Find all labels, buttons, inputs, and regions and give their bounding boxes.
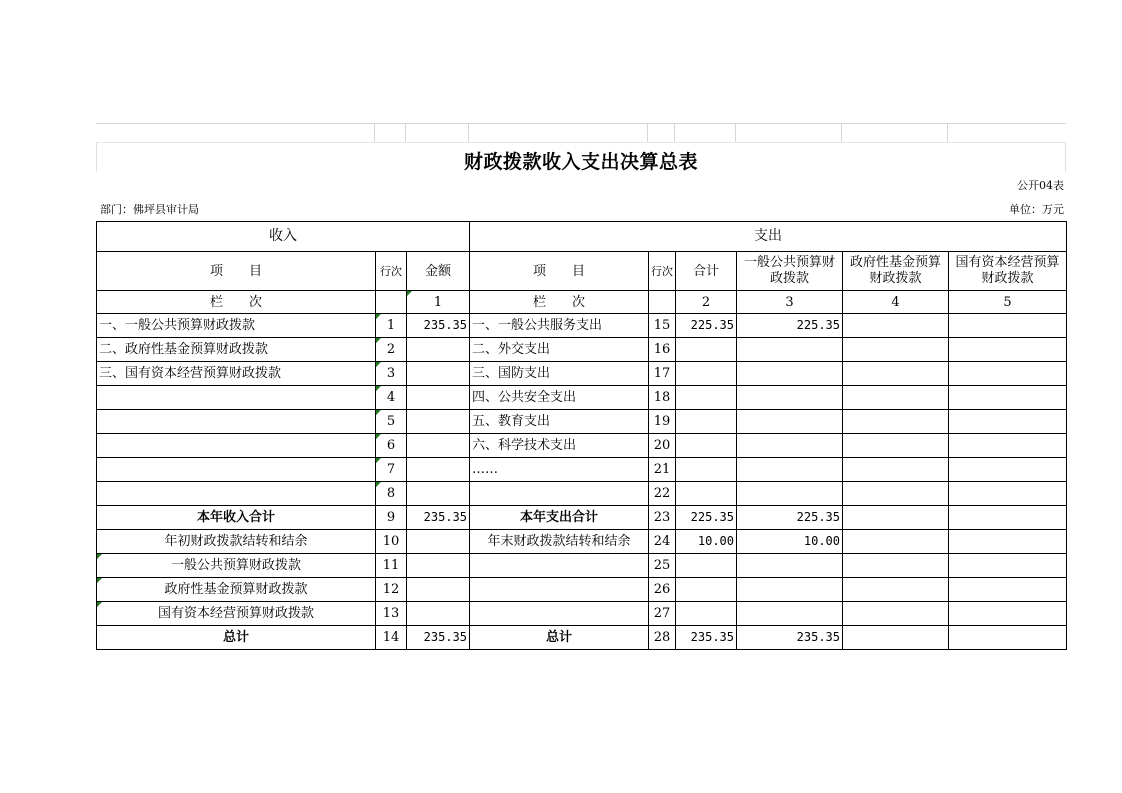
expense-fund — [843, 314, 949, 338]
expense-soe — [949, 338, 1067, 362]
income-row-no: 8 — [376, 482, 407, 506]
expense-item — [470, 482, 649, 506]
expense-fund — [843, 338, 949, 362]
expense-general — [737, 458, 843, 482]
expense-soe — [949, 410, 1067, 434]
expense-general — [737, 578, 843, 602]
expense-row-no: 28 — [649, 626, 676, 650]
income-item — [97, 482, 376, 506]
expense-item: …… — [470, 458, 649, 482]
column-number-1: 1 — [407, 291, 470, 314]
income-item — [97, 434, 376, 458]
table-row — [97, 410, 1067, 434]
header-row-sections — [97, 222, 1067, 252]
expense-row-no: 20 — [649, 434, 676, 458]
expense-row-no: 23 — [649, 506, 676, 530]
income-item: 政府性基金预算财政拨款 — [97, 578, 376, 602]
expense-general — [737, 338, 843, 362]
expense-soe — [949, 458, 1067, 482]
expense-fund — [843, 434, 949, 458]
expense-soe — [949, 554, 1067, 578]
income-amount — [407, 458, 470, 482]
expense-item: 二、外交支出 — [470, 338, 649, 362]
expense-soe — [949, 578, 1067, 602]
expense-general: 10.00 — [737, 530, 843, 554]
expense-fund — [843, 386, 949, 410]
table-row — [97, 482, 1067, 506]
expense-soe — [949, 386, 1067, 410]
expense-item — [470, 578, 649, 602]
income-item: 二、政府性基金预算财政拨款 — [97, 338, 376, 362]
expense-row-no: 22 — [649, 482, 676, 506]
table-row — [97, 362, 1067, 386]
budget-summary-table — [96, 221, 1067, 650]
expense-row-no: 17 — [649, 362, 676, 386]
expense-general: 225.35 — [737, 506, 843, 530]
income-row-no: 12 — [376, 578, 407, 602]
income-row-no: 9 — [376, 506, 407, 530]
expense-fund — [843, 482, 949, 506]
expense-total: 225.35 — [676, 314, 737, 338]
income-amount — [407, 554, 470, 578]
income-row-no: 11 — [376, 554, 407, 578]
expense-lanci-label: 栏 次 — [470, 291, 649, 314]
expense-item: 三、国防支出 — [470, 362, 649, 386]
expense-item-header: 项 目 — [470, 252, 649, 291]
form-number: 公开04表 — [1017, 179, 1064, 192]
expense-soe — [949, 362, 1067, 386]
expense-rowno-blank — [649, 291, 676, 314]
soe-budget-header: 国有资本经营预算财政拨款 — [949, 252, 1067, 291]
income-item: 总计 — [97, 626, 376, 650]
income-amount — [407, 482, 470, 506]
expense-general: 225.35 — [737, 314, 843, 338]
expense-total — [676, 362, 737, 386]
header-row-columns — [97, 252, 1067, 291]
income-amount — [407, 530, 470, 554]
expense-fund — [843, 554, 949, 578]
income-amount: 235.35 — [407, 626, 470, 650]
income-item: 国有资本经营预算财政拨款 — [97, 602, 376, 626]
page-title: 财政拨款收入支出决算总表 — [463, 151, 698, 173]
department-label: 部门：佛坪县审计局 — [100, 203, 199, 216]
expense-item: 年末财政拨款结转和结余 — [470, 530, 649, 554]
table-row — [97, 602, 1067, 626]
expense-row-no: 27 — [649, 602, 676, 626]
expense-total — [676, 554, 737, 578]
expense-item — [470, 602, 649, 626]
expense-total-header: 合计 — [676, 252, 737, 291]
unit-label: 单位：万元 — [1009, 203, 1064, 216]
expense-soe — [949, 482, 1067, 506]
income-item: 一般公共预算财政拨款 — [97, 554, 376, 578]
income-rowno-blank — [376, 291, 407, 314]
expense-fund — [843, 530, 949, 554]
expense-total — [676, 410, 737, 434]
expense-item: 总计 — [470, 626, 649, 650]
expense-general — [737, 410, 843, 434]
expense-total — [676, 602, 737, 626]
expense-item: 本年支出合计 — [470, 506, 649, 530]
expense-total — [676, 578, 737, 602]
table-row — [97, 434, 1067, 458]
column-number-3: 3 — [737, 291, 843, 314]
column-number-5: 5 — [949, 291, 1067, 314]
table-row — [97, 386, 1067, 410]
expense-general — [737, 362, 843, 386]
income-item — [97, 410, 376, 434]
expense-fund — [843, 506, 949, 530]
column-number-4: 4 — [843, 291, 949, 314]
expense-row-no: 21 — [649, 458, 676, 482]
income-item — [97, 386, 376, 410]
expense-row-no: 18 — [649, 386, 676, 410]
expense-fund — [843, 458, 949, 482]
income-row-no: 3 — [376, 362, 407, 386]
income-amount: 235.35 — [407, 506, 470, 530]
income-item: 一、一般公共预算财政拨款 — [97, 314, 376, 338]
expense-total: 225.35 — [676, 506, 737, 530]
expense-soe — [949, 314, 1067, 338]
income-row-no: 5 — [376, 410, 407, 434]
expense-row-no: 26 — [649, 578, 676, 602]
income-amount — [407, 338, 470, 362]
expense-row-no: 15 — [649, 314, 676, 338]
income-item — [97, 458, 376, 482]
expense-general — [737, 434, 843, 458]
table-row — [97, 530, 1067, 554]
expense-soe — [949, 602, 1067, 626]
table-row — [97, 314, 1067, 338]
income-item: 年初财政拨款结转和结余 — [97, 530, 376, 554]
income-item-header: 项 目 — [97, 252, 376, 291]
income-item: 本年收入合计 — [97, 506, 376, 530]
table-row-subtotal — [97, 506, 1067, 530]
expense-item: 六、科学技术支出 — [470, 434, 649, 458]
spreadsheet-grid-header — [96, 123, 1066, 143]
table-row — [97, 458, 1067, 482]
expense-item: 五、教育支出 — [470, 410, 649, 434]
expense-total — [676, 458, 737, 482]
expense-row-no: 24 — [649, 530, 676, 554]
expense-general — [737, 602, 843, 626]
expense-general — [737, 386, 843, 410]
expense-fund — [843, 362, 949, 386]
expense-item: 一、一般公共服务支出 — [470, 314, 649, 338]
income-row-no: 1 — [376, 314, 407, 338]
income-amount — [407, 578, 470, 602]
income-row-no: 7 — [376, 458, 407, 482]
table-row — [97, 554, 1067, 578]
income-amount — [407, 410, 470, 434]
expense-total — [676, 386, 737, 410]
expense-row-no: 19 — [649, 410, 676, 434]
expense-header: 支出 — [470, 222, 1067, 252]
expense-soe — [949, 530, 1067, 554]
header-row-column-numbers — [97, 291, 1067, 314]
expense-total: 10.00 — [676, 530, 737, 554]
income-amount-header: 金额 — [407, 252, 470, 291]
expense-general — [737, 554, 843, 578]
income-row-no: 13 — [376, 602, 407, 626]
income-row-no: 14 — [376, 626, 407, 650]
income-header: 收入 — [97, 222, 470, 252]
column-number-2: 2 — [676, 291, 737, 314]
income-amount: 235.35 — [407, 314, 470, 338]
expense-general — [737, 482, 843, 506]
expense-soe — [949, 626, 1067, 650]
expense-row-no: 16 — [649, 338, 676, 362]
expense-row-no: 25 — [649, 554, 676, 578]
expense-soe — [949, 506, 1067, 530]
table-row — [97, 338, 1067, 362]
expense-soe — [949, 434, 1067, 458]
income-amount — [407, 362, 470, 386]
income-amount — [407, 602, 470, 626]
expense-fund — [843, 578, 949, 602]
expense-total — [676, 482, 737, 506]
expense-total: 235.35 — [676, 626, 737, 650]
expense-general: 235.35 — [737, 626, 843, 650]
income-item: 三、国有资本经营预算财政拨款 — [97, 362, 376, 386]
income-rowno-header: 行次 — [376, 252, 407, 291]
general-budget-header: 一般公共预算财政拨款 — [737, 252, 843, 291]
table-row — [97, 578, 1067, 602]
income-row-no: 4 — [376, 386, 407, 410]
income-row-no: 2 — [376, 338, 407, 362]
expense-item: 四、公共安全支出 — [470, 386, 649, 410]
expense-total — [676, 338, 737, 362]
expense-fund — [843, 602, 949, 626]
fund-budget-header: 政府性基金预算财政拨款 — [843, 252, 949, 291]
expense-item — [470, 554, 649, 578]
income-lanci-label: 栏 次 — [97, 291, 376, 314]
table-row-grand-total — [97, 626, 1067, 650]
expense-fund — [843, 626, 949, 650]
expense-rowno-header: 行次 — [649, 252, 676, 291]
income-row-no: 6 — [376, 434, 407, 458]
expense-total — [676, 434, 737, 458]
income-row-no: 10 — [376, 530, 407, 554]
expense-fund — [843, 410, 949, 434]
income-amount — [407, 434, 470, 458]
income-amount — [407, 386, 470, 410]
